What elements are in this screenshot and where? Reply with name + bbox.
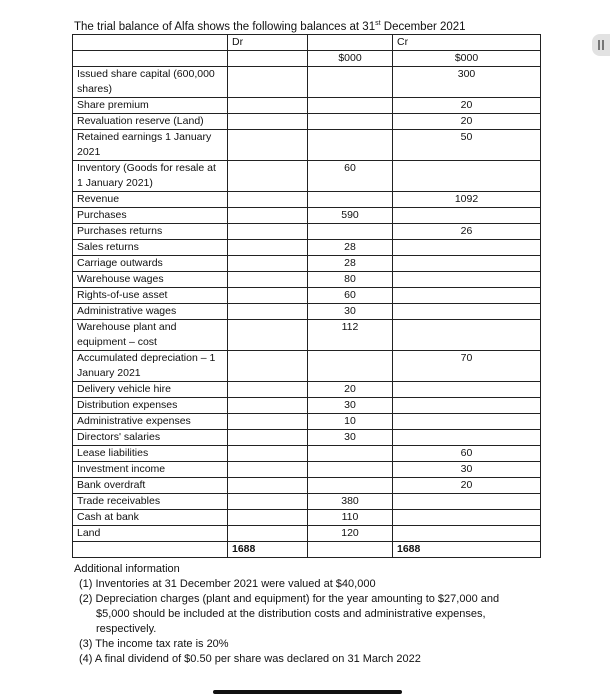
row-cr-value — [393, 414, 541, 430]
row-label: Warehouse wages — [73, 272, 228, 288]
row-dr-value: 20 — [308, 382, 393, 398]
sidebar-handle[interactable] — [592, 34, 610, 56]
row-dr-value: 28 — [308, 256, 393, 272]
row-label: Warehouse plant and equipment – cost — [73, 320, 228, 351]
row-label: Administrative wages — [73, 304, 228, 320]
row-dr-value: 110 — [308, 510, 393, 526]
table-row — [73, 288, 541, 304]
handle-grip-icon — [602, 40, 604, 50]
row-dr-blank — [228, 161, 308, 192]
table-row — [73, 351, 541, 382]
table-row — [73, 526, 541, 542]
row-cr-value — [393, 494, 541, 510]
row-cr-value: 1092 — [393, 192, 541, 208]
table-row — [73, 130, 541, 161]
row-dr-blank — [228, 446, 308, 462]
row-cr-value: 20 — [393, 98, 541, 114]
cr-unit: $000 — [393, 51, 541, 67]
dr-header: Dr — [228, 35, 308, 51]
row-dr-blank — [228, 192, 308, 208]
row-dr-blank — [228, 351, 308, 382]
row-cr-value — [393, 320, 541, 351]
row-label: Cash at bank — [73, 510, 228, 526]
row-label: Distribution expenses — [73, 398, 228, 414]
row-dr-blank — [228, 304, 308, 320]
row-dr-blank — [228, 240, 308, 256]
row-label: Rights-of-use asset — [73, 288, 228, 304]
row-dr-value — [308, 114, 393, 130]
row-label: Trade receivables — [73, 494, 228, 510]
row-cr-value — [393, 382, 541, 398]
table-row — [73, 510, 541, 526]
table-row — [73, 67, 541, 98]
units-label-cell — [73, 51, 228, 67]
total-dr: 1688 — [228, 542, 308, 558]
row-cr-value — [393, 398, 541, 414]
additional-item: (2) Depreciation charges (plant and equipment) for the year amounting to $27,000 and $5,000 should be included at the distribution costs and administrative expenses, respectively. — [79, 593, 500, 635]
row-cr-value — [393, 208, 541, 224]
table-row — [73, 161, 541, 192]
row-dr-blank — [228, 288, 308, 304]
row-cr-value: 50 — [393, 130, 541, 161]
row-dr-value: 112 — [308, 320, 393, 351]
row-cr-value — [393, 304, 541, 320]
table-row — [73, 494, 541, 510]
row-dr-value — [308, 130, 393, 161]
row-label: Share premium — [73, 98, 228, 114]
table-row — [73, 398, 541, 414]
table-row — [73, 192, 541, 208]
row-dr-value — [308, 224, 393, 240]
table-row — [73, 98, 541, 114]
row-dr-value: 590 — [308, 208, 393, 224]
row-dr-blank — [228, 272, 308, 288]
row-dr-blank — [228, 414, 308, 430]
row-label: Revaluation reserve (Land) — [73, 114, 228, 130]
additional-title: Additional information — [74, 563, 180, 575]
table-row — [73, 430, 541, 446]
table-row — [73, 256, 541, 272]
row-dr-blank — [228, 462, 308, 478]
row-cr-value — [393, 288, 541, 304]
header-label-cell — [73, 35, 228, 51]
row-label: Carriage outwards — [73, 256, 228, 272]
table-row — [73, 240, 541, 256]
header-row — [73, 35, 541, 51]
row-dr-blank — [228, 478, 308, 494]
row-label: Directors' salaries — [73, 430, 228, 446]
handle-grip-icon — [598, 40, 600, 50]
row-cr-value — [393, 256, 541, 272]
row-dr-value: 60 — [308, 161, 393, 192]
row-label: Revenue — [73, 192, 228, 208]
row-dr-value: 28 — [308, 240, 393, 256]
table-row — [73, 224, 541, 240]
row-dr-blank — [228, 398, 308, 414]
table-row — [73, 114, 541, 130]
row-dr-value: 30 — [308, 430, 393, 446]
row-dr-value — [308, 67, 393, 98]
table-row — [73, 462, 541, 478]
row-label: Investment income — [73, 462, 228, 478]
row-dr-blank — [228, 382, 308, 398]
row-cr-value — [393, 161, 541, 192]
row-dr-value — [308, 192, 393, 208]
additional-item: (1) Inventories at 31 December 2021 were valued at $40,000 — [79, 578, 376, 590]
page-heading: The trial balance of Alfa shows the following balances at 31st December 2021 — [74, 20, 466, 33]
row-label: Purchases returns — [73, 224, 228, 240]
additional-information — [74, 562, 534, 667]
row-dr-value: 60 — [308, 288, 393, 304]
row-cr-value — [393, 240, 541, 256]
row-dr-value — [308, 98, 393, 114]
row-label: Administrative expenses — [73, 414, 228, 430]
row-label: Issued share capital (600,000 shares) — [73, 67, 228, 98]
row-dr-value: 30 — [308, 398, 393, 414]
row-dr-value: 120 — [308, 526, 393, 542]
totals-spacer — [308, 542, 393, 558]
row-cr-value: 20 — [393, 114, 541, 130]
row-dr-value — [308, 462, 393, 478]
row-dr-blank — [228, 494, 308, 510]
row-cr-value: 26 — [393, 224, 541, 240]
row-cr-value — [393, 430, 541, 446]
row-cr-value: 20 — [393, 478, 541, 494]
table-row — [73, 478, 541, 494]
dr-spacer — [308, 35, 393, 51]
cr-header: Cr — [393, 35, 541, 51]
row-cr-value: 30 — [393, 462, 541, 478]
row-cr-value: 60 — [393, 446, 541, 462]
row-label: Delivery vehicle hire — [73, 382, 228, 398]
row-cr-value: 300 — [393, 67, 541, 98]
units-row — [73, 51, 541, 67]
row-cr-value — [393, 526, 541, 542]
dr-unit: $000 — [308, 51, 393, 67]
row-dr-value: 80 — [308, 272, 393, 288]
row-dr-value — [308, 478, 393, 494]
totals-label — [73, 542, 228, 558]
row-dr-blank — [228, 130, 308, 161]
row-label: Lease liabilities — [73, 446, 228, 462]
row-label: Bank overdraft — [73, 478, 228, 494]
row-cr-value — [393, 510, 541, 526]
table-row — [73, 414, 541, 430]
row-dr-blank — [228, 114, 308, 130]
row-label: Sales returns — [73, 240, 228, 256]
row-dr-value — [308, 446, 393, 462]
additional-item: (3) The income tax rate is 20% — [79, 638, 229, 650]
row-label: Inventory (Goods for resale at 1 January 2021) — [73, 161, 228, 192]
additional-item: (4) A final dividend of $0.50 per share was declared on 31 March 2022 — [79, 653, 421, 665]
row-dr-value: 10 — [308, 414, 393, 430]
table-row — [73, 382, 541, 398]
table-row — [73, 320, 541, 351]
total-cr: 1688 — [393, 542, 541, 558]
row-dr-blank — [228, 224, 308, 240]
row-label: Purchases — [73, 208, 228, 224]
row-dr-blank — [228, 256, 308, 272]
row-dr-value: 30 — [308, 304, 393, 320]
row-cr-value — [393, 272, 541, 288]
row-dr-blank — [228, 526, 308, 542]
table-row — [73, 446, 541, 462]
row-dr-blank — [228, 320, 308, 351]
row-dr-blank — [228, 67, 308, 98]
row-label: Accumulated depreciation – 1 January 2021 — [73, 351, 228, 382]
table-row — [73, 272, 541, 288]
row-label: Land — [73, 526, 228, 542]
row-dr-blank — [228, 510, 308, 526]
row-dr-value — [308, 351, 393, 382]
row-dr-blank — [228, 98, 308, 114]
row-dr-blank — [228, 208, 308, 224]
additional-list — [74, 577, 534, 667]
row-cr-value: 70 — [393, 351, 541, 382]
home-indicator[interactable] — [213, 690, 402, 694]
table-row — [73, 208, 541, 224]
row-dr-blank — [228, 430, 308, 446]
row-dr-value: 380 — [308, 494, 393, 510]
units-dr-blank — [228, 51, 308, 67]
table-row — [73, 304, 541, 320]
trial-balance-table — [72, 34, 541, 558]
totals-row — [73, 542, 541, 558]
row-label: Retained earnings 1 January 2021 — [73, 130, 228, 161]
